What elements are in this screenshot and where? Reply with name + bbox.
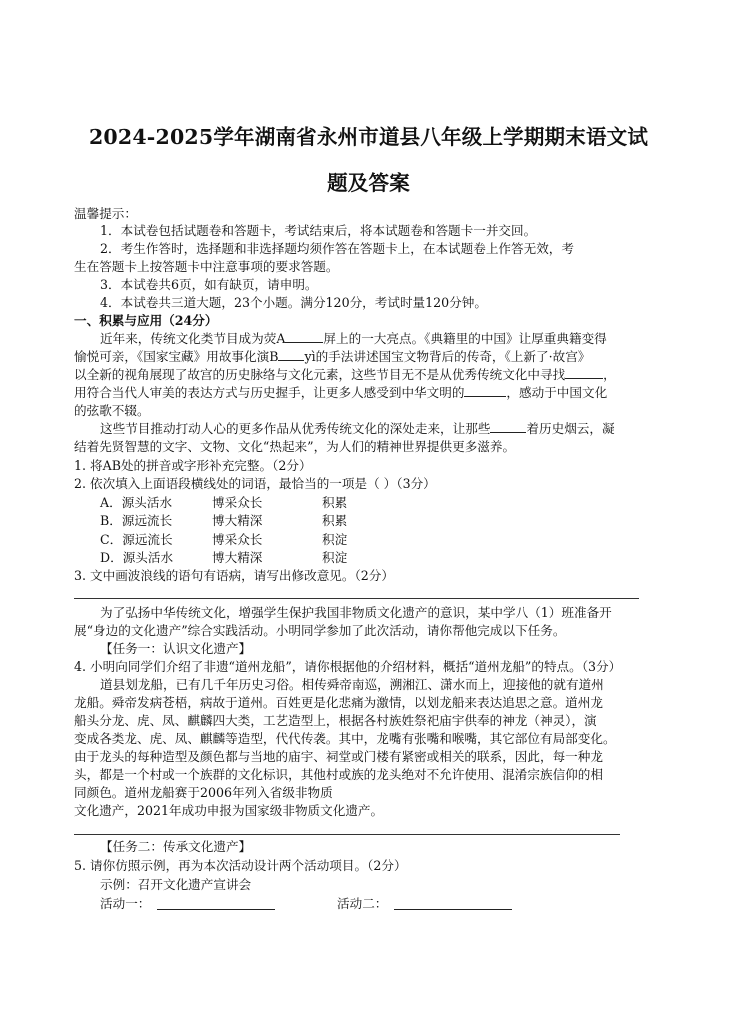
material-line: 头，都是一个村或一个族群的文化标识，其他村或族的龙头绝对不允许使用、混淆宗族信仰的相 xyxy=(74,767,603,782)
notice-item: 3．本试卷共6页，如有缺页，请申明。 xyxy=(100,277,318,292)
notice-heading: 温馨提示： xyxy=(74,206,137,221)
blank-2 xyxy=(464,384,506,397)
option-b-1: B．源远流长 xyxy=(100,513,173,528)
answer-line xyxy=(74,834,620,835)
passage-line: 愉悦可亲，《国家宝藏》用故事化演B yì的手法讲述国宝文物背后的传奇，《上新了·故宫》 xyxy=(74,349,591,364)
exam-title-line2: 题及答案 xyxy=(327,171,410,195)
notice-item: 1．本试卷包括试题卷和答题卡，考试结束后，将本试题卷和答题卡一并交回。 xyxy=(100,223,537,238)
option-a-2: 博采众长 xyxy=(212,495,263,510)
material-line: 道县划龙船，已有几千年历史习俗。相传舜帝南巡，溯湘江、潇水而上，迎接他的就有道州 xyxy=(100,677,604,692)
question-5: 5. 请你仿照示例，再为本次活动设计两个活动项目。（2分） xyxy=(74,858,407,873)
activity-intro: 展“身边的文化遗产”综合实践活动。小明同学参加了此次活动，请你帮他完成以下任务。 xyxy=(74,623,566,638)
blank-a xyxy=(285,330,323,343)
task-2-heading: 【任务二：传承文化遗产】 xyxy=(100,839,252,854)
blank-1 xyxy=(565,366,603,379)
activity-1-blank[interactable] xyxy=(157,909,275,910)
task-1-heading: 【任务一：认识文化遗产】 xyxy=(100,641,252,656)
activity-1-label: 活动一： xyxy=(100,896,151,911)
option-d-1: D．源头活水 xyxy=(100,550,174,565)
passage-line: 近年来，传统文化类节目成为荧A 屏上的一大亮点。《典籍里的中国》让厚重典籍变得 xyxy=(100,331,607,346)
example-text: 示例：召开文化遗产宣讲会 xyxy=(100,877,252,892)
question-2: 2. 依次填入上面语段横线处的词语，最恰当的一项是（ ）（3分） xyxy=(74,476,436,491)
option-c-2: 博采众长 xyxy=(212,532,263,547)
passage-line: 的弦歌不辍。 xyxy=(74,403,150,418)
option-a-1: A．源头活水 xyxy=(100,495,173,510)
passage-line: 以全新的视角展现了故宫的历史脉络与文化元素，这些节目无不是从优秀传统文化中寻找 ， xyxy=(74,367,616,382)
material-line: 船头分龙、虎、凤、麒麟四大类，工艺造型上，根据各村族姓祭祀庙宇供奉的神龙（神灵），演 xyxy=(74,713,597,728)
answer-line xyxy=(74,598,639,599)
option-c-3: 积淀 xyxy=(322,532,348,547)
notice-item: 4．本试卷共三道大题，23个小题。满分120分，考试时量120分钟。 xyxy=(100,295,487,310)
section-heading: 一、积累与应用（24分） xyxy=(74,313,218,328)
option-d-2: 博大精深 xyxy=(212,550,263,565)
question-1: 1. 将AB处的拼音或字形补充完整。（2分） xyxy=(74,458,312,473)
activity-intro: 为了弘扬中华传统文化，增强学生保护我国非物质文化遗产的意识，某中学八（1）班准备开 xyxy=(100,605,612,620)
notice-item: 2．考生作答时，选择题和非选择题均须作答在答题卡上，在本试题卷上作答无效，考 xyxy=(100,241,574,256)
notice-item: 生在答题卡上按答题卡中注意事项的要求答题。 xyxy=(74,259,339,274)
activity-2-label: 活动二： xyxy=(337,896,388,911)
option-b-2: 博大精深 xyxy=(212,513,263,528)
material-line: 变成各类龙、虎、凤、麒麟等造型，代代传袭。其中，龙嘴有张嘴和喉嘴，其它部位有局部变化。 xyxy=(74,731,616,746)
option-d-3: 积淀 xyxy=(322,550,348,565)
exam-title-line1: 2024-2025学年湖南省永州市道县八年级上学期期末语文试 xyxy=(88,125,649,149)
material-line: 文化遗产，2021年成功申报为国家级非物质文化遗产。 xyxy=(74,803,384,818)
option-a-3: 积累 xyxy=(322,495,348,510)
material-line: 由于龙头的每种造型及颜色都与当地的庙宇、祠堂或门楼有紧密或相关的联系，因此，每一种龙 xyxy=(74,749,603,764)
blank-b xyxy=(278,348,304,361)
question-3: 3. 文中画波浪线的语句有语病，请写出修改意见。（2分） xyxy=(74,568,394,583)
blank-3 xyxy=(490,420,526,433)
question-4: 4. 小明向同学们介绍了非遗“道州龙船”，请你根据他的介绍材料，概括“道州龙船”的特点。（3分） xyxy=(74,659,622,674)
activity-2-blank[interactable] xyxy=(394,909,512,910)
passage-line: 用符合当代人审美的表达方式与历史握手，让更多人感受到中华文明的 ，感动于中国文化 xyxy=(74,385,608,400)
option-c-1: C．源远流长 xyxy=(100,532,173,547)
passage-line: 这些节目推动打动人心的更多作品从优秀传统文化的深处走来，让那些 着历史烟云，凝 xyxy=(100,421,615,436)
material-line: 龙船。舜帝发病苍梧，病故于道州。百姓更是化悲痛为激情，以划龙船来表达追思之意。道州龙 xyxy=(74,695,603,710)
material-line: 同颜色。道州龙船赛于2006年列入省级非物质 xyxy=(74,785,333,800)
option-b-3: 积累 xyxy=(322,513,348,528)
passage-line: 结着先贤智慧的文字、文物、文化“热起来”，为人们的精神世界提供更多滋养。 xyxy=(74,439,516,454)
